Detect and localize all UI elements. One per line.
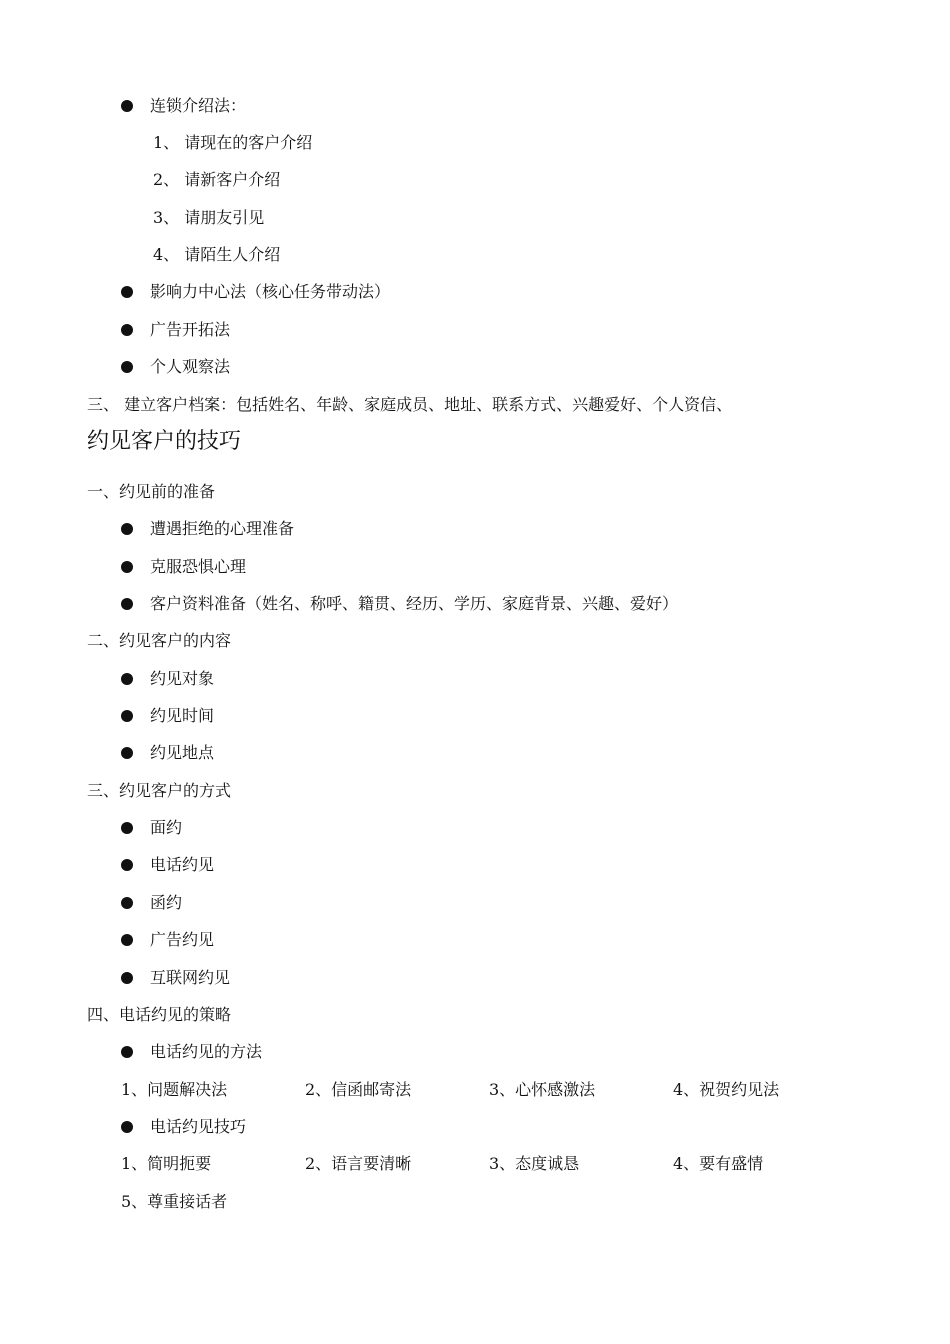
bullet-text: 函约 (150, 893, 183, 912)
bullet-icon (121, 523, 133, 535)
bullet-text: 电话约见的方法 (150, 1042, 263, 1061)
bullet-icon (121, 710, 133, 722)
tip-item: 5、尊重接话者 (121, 1192, 228, 1211)
page-title: 约见客户的技巧 (87, 429, 242, 454)
bullet-text: 客户资料准备（姓名、称呼、籍贯、经历、学历、家庭背景、兴趣、爱好） (150, 594, 679, 613)
bullet-text: 遭遇拒绝的心理准备 (150, 519, 295, 538)
bullet-icon (121, 286, 133, 298)
bullet-text: 互联网约见 (150, 968, 231, 987)
bullet-icon (121, 822, 133, 834)
bullet-icon (121, 100, 133, 112)
bullet-text: 广告约见 (150, 930, 215, 949)
method-item: 3、心怀感激法 (489, 1080, 596, 1099)
bullet-text: 影响力中心法（核心任务带动法） (150, 282, 391, 301)
bullet-icon (121, 747, 133, 759)
bullet-text: 约见对象 (150, 669, 215, 688)
numbered-item: 1、 请现在的客户介绍 (153, 133, 313, 152)
method-item: 2、信函邮寄法 (305, 1080, 412, 1099)
tip-item: 4、要有盛情 (673, 1154, 764, 1173)
bullet-icon (121, 897, 133, 909)
method-item: 4、祝贺约见法 (673, 1080, 780, 1099)
bullet-icon (121, 972, 133, 984)
numbered-item: 2、 请新客户介绍 (153, 170, 281, 189)
bullet-icon (121, 1121, 133, 1133)
method-item: 1、问题解决法 (121, 1080, 228, 1099)
section-heading: 一、约见前的准备 (87, 482, 216, 501)
bullet-icon (121, 561, 133, 573)
bullet-text: 约见地点 (150, 743, 215, 762)
bullet-icon (121, 934, 133, 946)
numbered-item: 3、 请朋友引见 (153, 208, 265, 227)
section-heading: 三、约见客户的方式 (87, 781, 232, 800)
bullet-icon (121, 361, 133, 373)
bullet-text: 克服恐惧心理 (150, 557, 247, 576)
tip-item: 3、态度诚恳 (489, 1154, 580, 1173)
bullet-text: 广告开拓法 (150, 320, 231, 339)
bullet-text: 电话约见 (150, 855, 215, 874)
bullet-text: 个人观察法 (150, 357, 231, 376)
numbered-item: 4、 请陌生人介绍 (153, 245, 281, 264)
bullet-text: 面约 (150, 818, 183, 837)
bullet-icon (121, 859, 133, 871)
bullet-text: 约见时间 (150, 706, 215, 725)
bullet-text: 电话约见技巧 (150, 1117, 247, 1136)
bullet-icon (121, 598, 133, 610)
section-heading: 二、约见客户的内容 (87, 631, 232, 650)
section-line: 三、 建立客户档案：包括姓名、年龄、家庭成员、地址、联系方式、兴趣爱好、个人资信、 (87, 395, 733, 414)
tip-item: 2、语言要清晰 (305, 1154, 412, 1173)
bullet-icon (121, 1046, 133, 1058)
bullet-icon (121, 324, 133, 336)
bullet-icon (121, 673, 133, 685)
bullet-text: 连锁介绍法： (150, 96, 247, 115)
section-heading: 四、电话约见的策略 (87, 1005, 232, 1024)
tip-item: 1、简明扼要 (121, 1154, 212, 1173)
